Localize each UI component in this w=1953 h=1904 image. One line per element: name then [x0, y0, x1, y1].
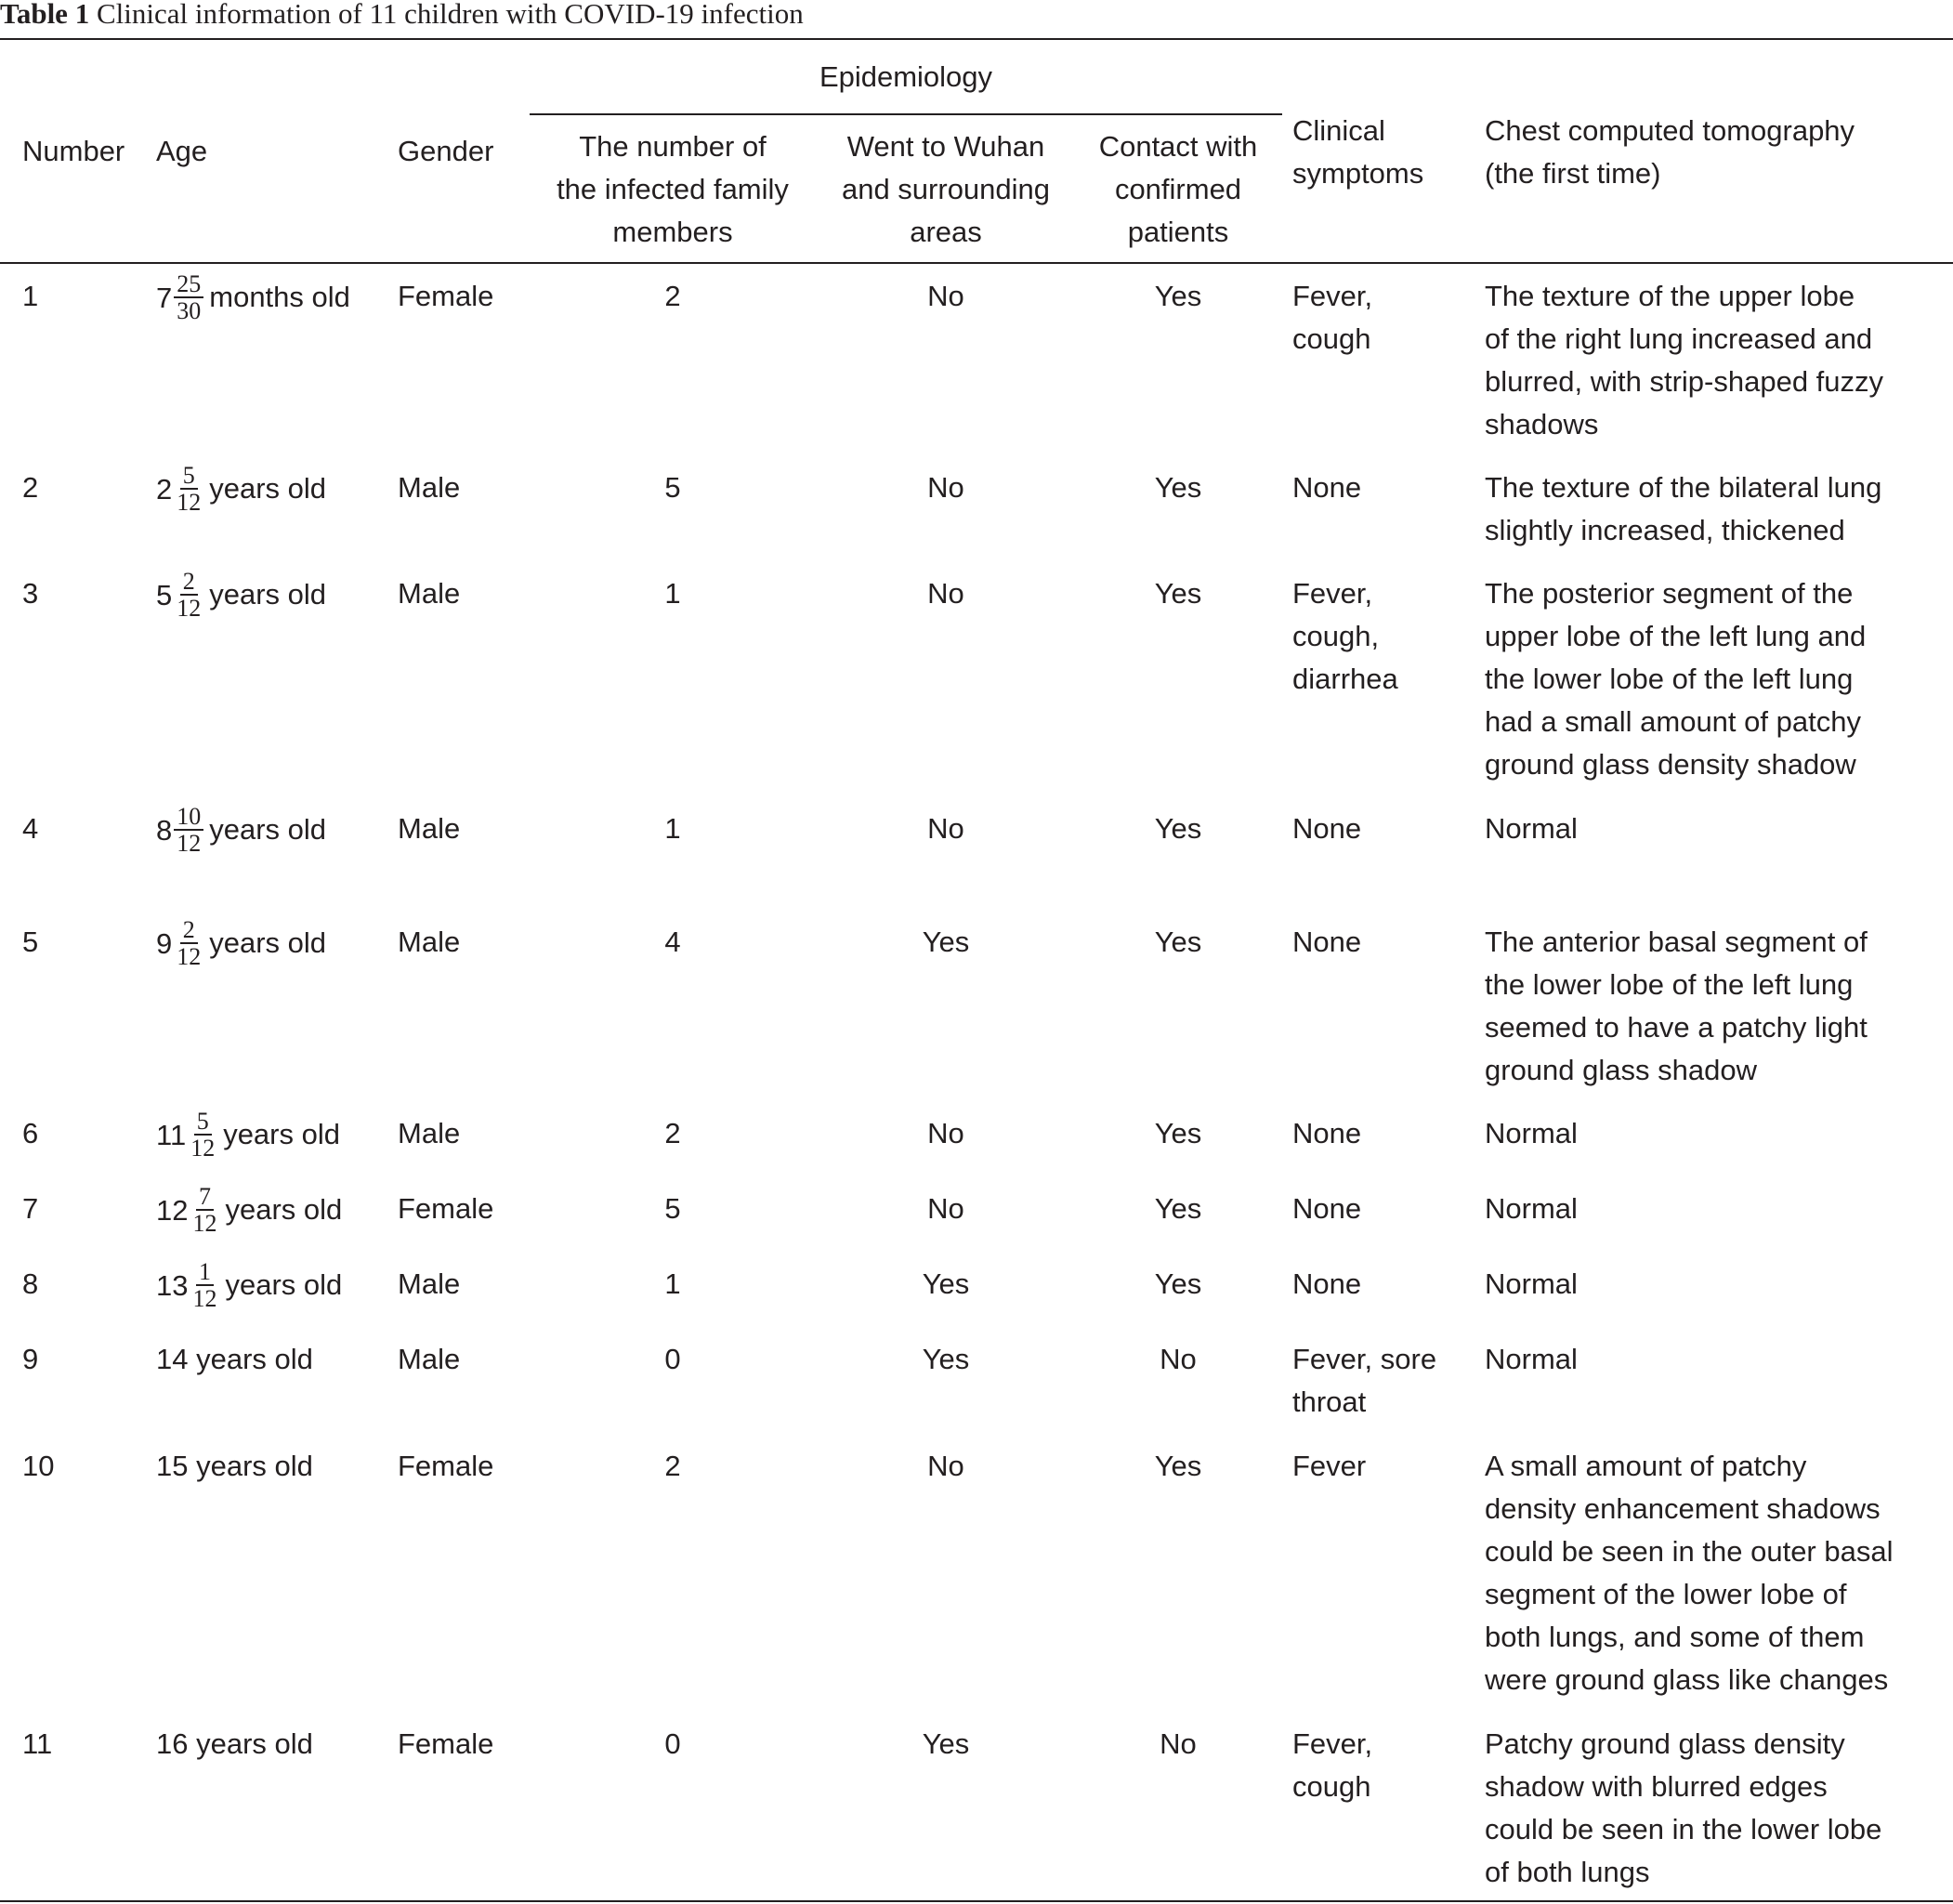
row-gender: Male: [398, 471, 461, 504]
row-contact: No: [1160, 1727, 1197, 1760]
symptoms-line: cough: [1292, 1770, 1371, 1803]
symptoms-line: Fever,: [1292, 577, 1373, 610]
age-numerator: 7: [196, 1184, 214, 1211]
row-contact: Yes: [1154, 1192, 1202, 1225]
chest-ct-line: ground glass density shadow: [1485, 748, 1856, 781]
age-whole: 9: [156, 926, 173, 960]
age-whole: 8: [156, 813, 173, 847]
row-symptoms: [1292, 921, 1361, 964]
row-symptoms: [1292, 1445, 1366, 1488]
row-infected-family: 1: [664, 1267, 681, 1300]
chest-ct-line: Normal: [1485, 1267, 1578, 1300]
symptoms-line: throat: [1292, 1385, 1367, 1418]
age-fraction: [174, 917, 203, 969]
row-number: 9: [22, 1343, 39, 1375]
table-label: Table 1: [0, 0, 90, 30]
row-symptoms: [1292, 466, 1361, 509]
age-text: 15 years old: [156, 1450, 313, 1482]
chest-ct-line: segment of the lower lobe of: [1485, 1578, 1847, 1610]
row-infected-family: 1: [664, 577, 681, 610]
chest-ct-line: could be seen in the outer basal: [1485, 1535, 1894, 1568]
age-denominator: 12: [177, 943, 202, 970]
chest-ct-line: The anterior basal segment of: [1485, 926, 1868, 958]
age-value: [156, 804, 326, 856]
header-epidemiology: Epidemiology: [819, 60, 993, 93]
row-chest-ct: [1485, 466, 1881, 552]
symptoms-line: cough,: [1292, 620, 1380, 652]
age-denominator: 12: [190, 1135, 216, 1162]
row-chest-ct: [1485, 1338, 1578, 1381]
symptoms-line: None: [1292, 1117, 1362, 1149]
row-gender: Male: [398, 1267, 461, 1300]
row-number: 5: [22, 926, 39, 958]
row-symptoms: [1292, 1188, 1361, 1230]
chest-ct-line: shadow with blurred edges: [1485, 1770, 1828, 1803]
row-contact: Yes: [1154, 812, 1202, 845]
row-gender: Male: [398, 577, 461, 610]
row-gender: Female: [398, 280, 494, 312]
age-fraction: [174, 569, 203, 621]
chest-ct-line: The posterior segment of the: [1485, 577, 1854, 610]
row-symptoms: [1292, 1723, 1372, 1808]
row-number: 1: [22, 280, 39, 312]
header-number: Number: [22, 135, 125, 167]
symptoms-line: Fever,: [1292, 280, 1373, 312]
row-chest-ct: [1485, 275, 1883, 446]
age-whole: 11: [156, 1118, 187, 1151]
row-contact: Yes: [1154, 1267, 1202, 1300]
row-age: [156, 917, 326, 969]
age-numerator: 5: [180, 463, 198, 490]
age-value: [156, 1259, 342, 1311]
row-contact: No: [1160, 1343, 1197, 1375]
row-symptoms: [1292, 1338, 1436, 1424]
chest-ct-line: ground glass shadow: [1485, 1054, 1757, 1086]
row-age: [156, 569, 326, 621]
header-went-wuhan: Went to Wuhan and surrounding areas: [841, 130, 1051, 248]
age-value: [156, 917, 326, 969]
age-value: [156, 463, 326, 515]
age-unit: years old: [225, 1193, 343, 1226]
age-fraction: [174, 804, 203, 856]
row-symptoms: [1292, 275, 1372, 361]
chest-ct-line: the lower lobe of the left lung: [1485, 968, 1854, 1001]
age-numerator: 2: [180, 917, 198, 944]
chest-ct-line: blurred, with strip-shaped fuzzy: [1485, 365, 1884, 398]
row-symptoms: [1292, 808, 1361, 850]
row-number: 10: [22, 1450, 55, 1482]
row-symptoms: [1292, 572, 1398, 701]
row-infected-family: 4: [664, 926, 681, 958]
row-went-wuhan: No: [927, 812, 964, 845]
chest-ct-line: Normal: [1485, 1192, 1578, 1225]
row-infected-family: 5: [664, 1192, 681, 1225]
age-denominator: 12: [192, 1285, 217, 1312]
age-whole: 12: [156, 1193, 189, 1227]
row-chest-ct: [1485, 1188, 1578, 1230]
age-whole: 5: [156, 578, 173, 611]
row-went-wuhan: Yes: [922, 926, 970, 958]
header-age: Age: [156, 135, 208, 167]
row-chest-ct: [1485, 1263, 1578, 1306]
table-caption: [0, 0, 804, 35]
age-unit: years old: [209, 472, 327, 505]
age-unit: years old: [209, 926, 327, 959]
row-went-wuhan: No: [927, 1450, 964, 1482]
row-infected-family: 0: [664, 1343, 681, 1375]
chest-ct-line: seemed to have a patchy light: [1485, 1011, 1868, 1044]
age-whole: 2: [156, 472, 173, 506]
symptoms-line: None: [1292, 471, 1362, 504]
age-value: [156, 1109, 340, 1161]
row-went-wuhan: No: [927, 577, 964, 610]
row-number: 4: [22, 812, 39, 845]
header-chest-ct: Chest computed tomography (the first time): [1485, 114, 1855, 190]
row-infected-family: 1: [664, 812, 681, 845]
chest-ct-line: the lower lobe of the left lung: [1485, 663, 1854, 695]
row-number: 8: [22, 1267, 39, 1300]
chest-ct-line: shadows: [1485, 408, 1599, 440]
chest-ct-line: Patchy ground glass density: [1485, 1727, 1845, 1760]
age-whole: 13: [156, 1268, 189, 1302]
row-number: 2: [22, 471, 39, 504]
chest-ct-line: A small amount of patchy: [1485, 1450, 1807, 1482]
symptoms-line: None: [1292, 812, 1362, 845]
age-numerator: 5: [194, 1109, 212, 1136]
age-denominator: 12: [177, 830, 202, 857]
symptoms-line: Fever: [1292, 1450, 1367, 1482]
symptoms-line: cough: [1292, 322, 1371, 355]
row-gender: Male: [398, 1343, 461, 1375]
header-gender: Gender: [398, 135, 494, 167]
row-went-wuhan: No: [927, 471, 964, 504]
row-number: 7: [22, 1192, 39, 1225]
row-chest-ct: [1485, 1723, 1881, 1894]
age-numerator: 10: [174, 804, 203, 831]
row-number: 11: [22, 1727, 53, 1760]
age-fraction: [174, 463, 203, 515]
row-infected-family: 2: [664, 280, 681, 312]
age-fraction: [190, 1259, 219, 1311]
bottom-rule: [0, 1900, 1953, 1902]
row-age: [156, 1109, 340, 1161]
age-value: [156, 1184, 342, 1236]
chest-ct-line: could be seen in the lower lobe: [1485, 1813, 1882, 1845]
age-value: [156, 569, 326, 621]
header-contact: Contact with confirmed patients: [1098, 130, 1258, 248]
symptoms-line: diarrhea: [1292, 663, 1398, 695]
age-numerator: 25: [174, 271, 203, 298]
row-symptoms: [1292, 1263, 1361, 1306]
top-rule: [0, 38, 1953, 40]
row-age: [156, 1338, 313, 1381]
row-age: [156, 271, 350, 323]
epidemiology-rule: [530, 113, 1282, 115]
row-went-wuhan: No: [927, 1192, 964, 1225]
age-unit: years old: [209, 813, 327, 846]
row-age: [156, 804, 326, 856]
chest-ct-line: density enhancement shadows: [1485, 1492, 1881, 1525]
age-denominator: 12: [177, 595, 202, 622]
header-infected-family: The number of the infected family members: [557, 130, 789, 248]
table-title: Clinical information of 11 children with COVID-19 infection: [89, 0, 804, 30]
chest-ct-line: The texture of the bilateral lung: [1485, 471, 1882, 504]
row-age: [156, 1723, 313, 1766]
chest-ct-line: The texture of the upper lobe: [1485, 280, 1855, 312]
row-infected-family: 0: [664, 1727, 681, 1760]
row-gender: Male: [398, 926, 461, 958]
row-contact: Yes: [1154, 280, 1202, 312]
row-gender: Male: [398, 1117, 461, 1149]
header-symptoms: Clinical symptoms: [1292, 114, 1424, 190]
age-whole: 7: [156, 281, 173, 314]
row-number: 3: [22, 577, 39, 610]
chest-ct-line: both lungs, and some of them: [1485, 1621, 1865, 1653]
row-gender: Male: [398, 812, 461, 845]
row-went-wuhan: Yes: [922, 1727, 970, 1760]
row-contact: Yes: [1154, 471, 1202, 504]
age-fraction: [190, 1184, 219, 1236]
row-chest-ct: [1485, 572, 1866, 786]
chest-ct-line: Normal: [1485, 1117, 1578, 1149]
age-denominator: 12: [192, 1210, 217, 1237]
age-value: [156, 271, 350, 323]
row-chest-ct: [1485, 921, 1868, 1092]
chest-ct-line: of both lungs: [1485, 1856, 1650, 1888]
symptoms-line: Fever,: [1292, 1727, 1373, 1760]
symptoms-line: None: [1292, 926, 1362, 958]
age-fraction: [174, 271, 203, 323]
chest-ct-line: had a small amount of patchy: [1485, 705, 1861, 738]
row-went-wuhan: Yes: [922, 1267, 970, 1300]
row-chest-ct: [1485, 1445, 1893, 1701]
row-contact: Yes: [1154, 577, 1202, 610]
row-age: [156, 1259, 342, 1311]
chest-ct-line: of the right lung increased and: [1485, 322, 1873, 355]
chest-ct-line: were ground glass like changes: [1485, 1663, 1889, 1696]
row-contact: Yes: [1154, 926, 1202, 958]
row-gender: Female: [398, 1450, 494, 1482]
row-infected-family: 2: [664, 1450, 681, 1482]
row-infected-family: 2: [664, 1117, 681, 1149]
row-went-wuhan: Yes: [922, 1343, 970, 1375]
age-unit: years old: [209, 578, 327, 611]
row-contact: Yes: [1154, 1117, 1202, 1149]
row-age: [156, 1184, 342, 1236]
row-age: [156, 463, 326, 515]
row-infected-family: 5: [664, 471, 681, 504]
chest-ct-line: upper lobe of the left lung and: [1485, 620, 1867, 652]
chest-ct-line: slightly increased, thickened: [1485, 514, 1845, 546]
header-rule: [0, 262, 1953, 264]
row-gender: Female: [398, 1727, 494, 1760]
row-went-wuhan: No: [927, 1117, 964, 1149]
chest-ct-line: Normal: [1485, 812, 1578, 845]
age-fraction: [188, 1109, 217, 1161]
age-text: 16 years old: [156, 1727, 313, 1760]
row-chest-ct: [1485, 808, 1578, 850]
age-numerator: 2: [180, 569, 198, 596]
age-text: 14 years old: [156, 1343, 313, 1375]
row-went-wuhan: No: [927, 280, 964, 312]
row-gender: Female: [398, 1192, 494, 1225]
age-numerator: 1: [196, 1259, 214, 1286]
row-chest-ct: [1485, 1112, 1578, 1155]
age-unit: years old: [225, 1268, 343, 1301]
row-contact: Yes: [1154, 1450, 1202, 1482]
chest-ct-line: Normal: [1485, 1343, 1578, 1375]
symptoms-line: None: [1292, 1267, 1362, 1300]
symptoms-line: None: [1292, 1192, 1362, 1225]
symptoms-line: Fever, sore: [1292, 1343, 1437, 1375]
row-symptoms: [1292, 1112, 1361, 1155]
age-denominator: 30: [177, 297, 202, 324]
age-denominator: 12: [177, 489, 202, 516]
row-age: [156, 1445, 313, 1488]
age-unit: years old: [223, 1118, 340, 1150]
row-number: 6: [22, 1117, 39, 1149]
age-unit: months old: [209, 281, 350, 313]
